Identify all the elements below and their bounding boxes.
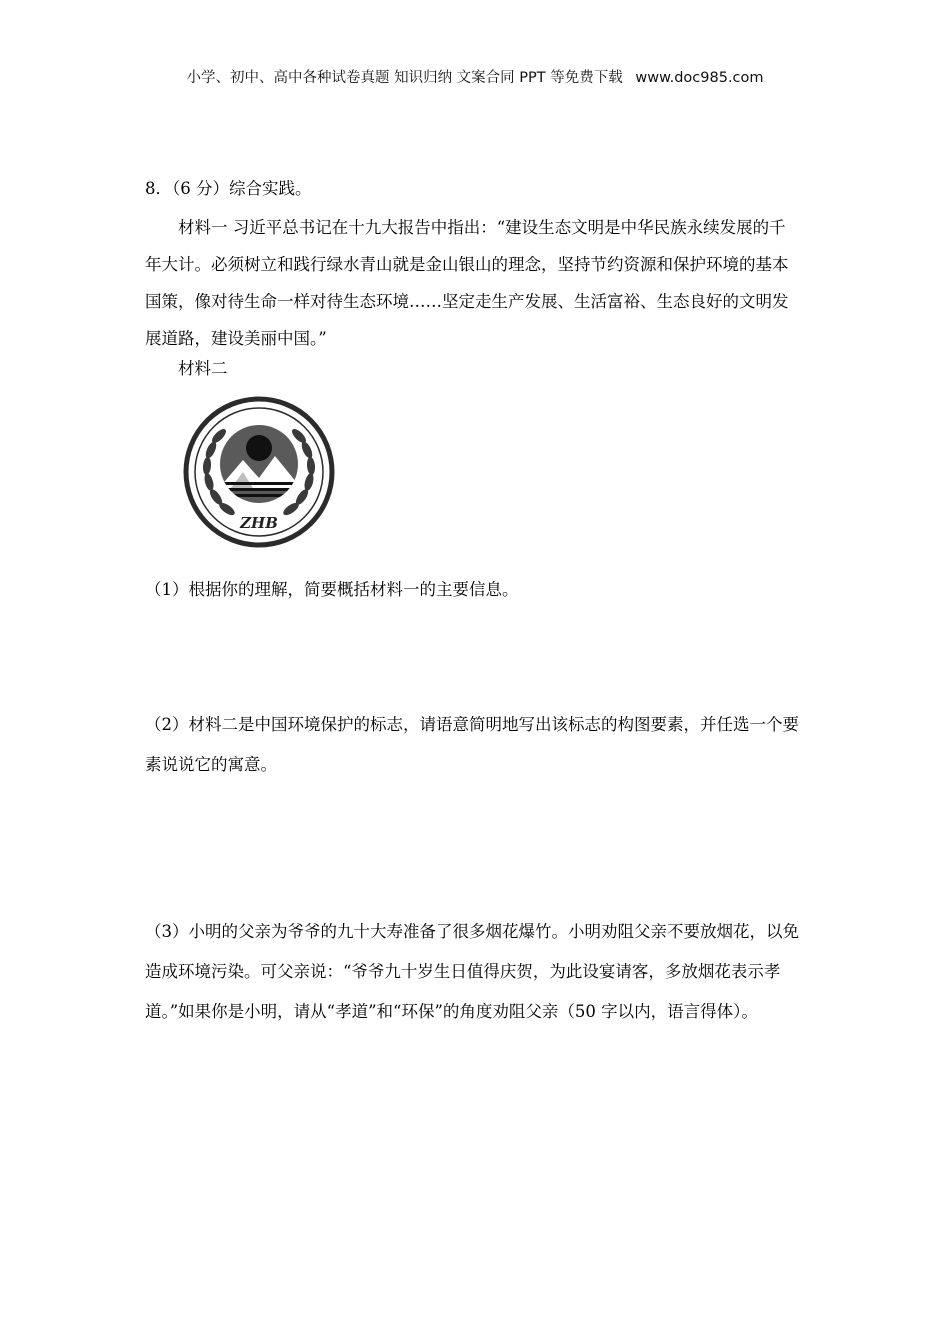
sub-question-3 (145, 912, 810, 1032)
material-one-line: 年大计。必须树立和践行绿水青山就是金山银山的理念，坚持节约资源和保护环境的基本 (145, 255, 789, 274)
page-header (0, 66, 950, 87)
material-one-line: 国策，像对待生命一样对待生态环境……坚定走生产发展、生活富裕、生态良好的文明发 (145, 292, 789, 311)
question-title: 8．（6 分）综合实践。 (145, 179, 312, 198)
sub-question-line: 道。”如果你是小明，请从“孝道”和“环保”的角度劝阻父亲（50 字以内，语言得体）。 (145, 1002, 758, 1021)
emblem-text: ZHB (240, 514, 278, 532)
sub-question-line: （3）小明的父亲为爷爷的九十大寿准备了很多烟花爆竹。小明劝阻父亲不要放烟花，以免 (145, 922, 799, 941)
sub-question-line: （2）材料二是中国环境保护的标志，请语意简明地写出该标志的构图要素，并任选一个要 (145, 715, 799, 734)
material-one-line: 展道路，建设美丽中国。” (145, 329, 327, 348)
header-url[interactable]: www.doc985.com (635, 70, 764, 86)
material-one-line: 材料一 习近平总书记在十九大报告中指出：“建设生态文明是中华民族永续发展的千 (178, 218, 786, 237)
sub-question-line: （1）根据你的理解，简要概括材料一的主要信息。 (145, 580, 519, 599)
material-two-label: 材料二 (178, 359, 228, 378)
environmental-protection-emblem (183, 396, 335, 548)
material-one (145, 209, 810, 357)
emblem-icon (183, 396, 335, 548)
sub-question-line: 素说说它的寓意。 (145, 755, 277, 774)
sub-question-2 (145, 705, 810, 785)
header-text: 小学、初中、高中各种试卷真题 知识归纳 文案合同 PPT 等免费下载 (186, 70, 623, 86)
sub-question-line: 造成环境污染。可父亲说：“爷爷九十岁生日值得庆贺，为此设宴请客，多放烟花表示孝 (145, 962, 781, 981)
sub-question-1 (145, 570, 810, 610)
